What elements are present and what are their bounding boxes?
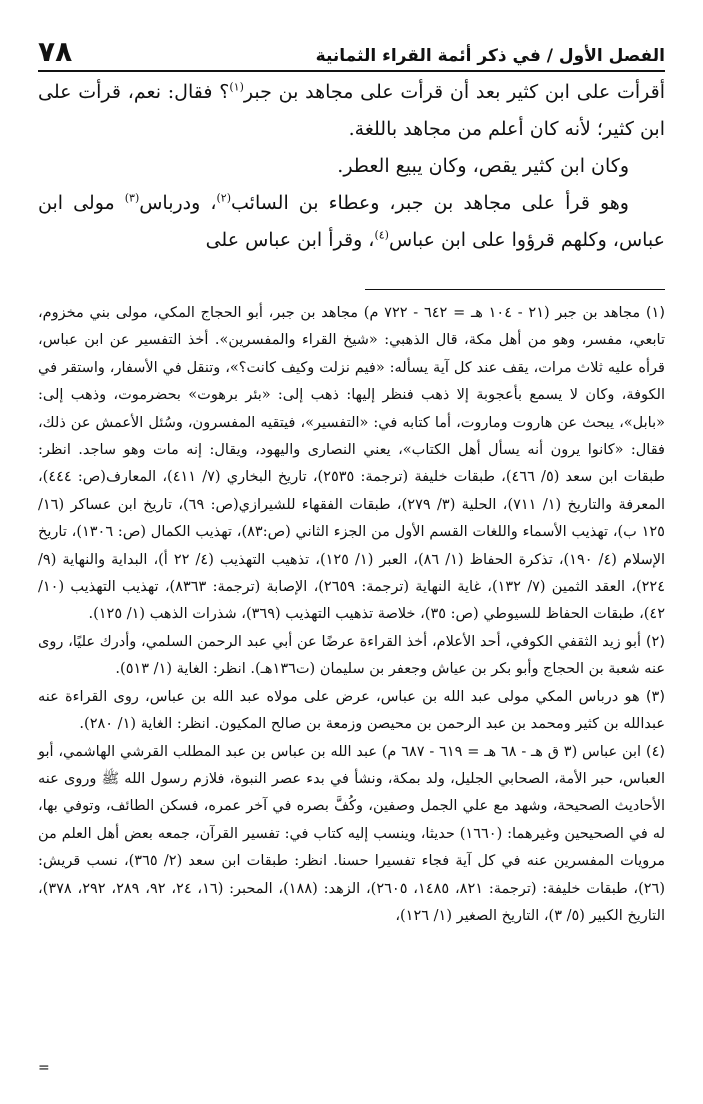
footnote-ref-1: (١)	[229, 80, 244, 94]
paragraph-2: وكان ابن كثير يقص، وكان يبيع العطر.	[337, 155, 629, 177]
footnote-ref-2: (٢)	[216, 191, 231, 205]
paragraph-1	[38, 74, 665, 148]
footnote-ref-4: (٤)	[374, 228, 389, 242]
running-title: الفصل الأول / في ذكر أئمة القراء الثمانية	[315, 46, 665, 66]
footnote-1-label: (١)	[645, 305, 665, 321]
footnote-3-label: (٣)	[645, 688, 665, 705]
paragraph-3-part-b: ، ودرباس	[139, 192, 217, 214]
footnote-2	[38, 629, 665, 684]
continuation-mark: =	[38, 1060, 50, 1076]
footnote-2-label: (٢)	[645, 633, 665, 650]
footnotes	[38, 300, 665, 930]
page-number: ٧٨	[38, 35, 73, 68]
page-header	[38, 32, 665, 72]
footnote-ref-3: (٣)	[124, 191, 140, 205]
main-text	[38, 74, 665, 259]
footnote-4-text: ابن عباس (٣ ق هـ - ٦٨ هـ = ٦١٩ - ٦٨٧ م) عبد الله بن عباس بن عبد المطلب القرشي الهاشمي، أبو العباس، حبر الأمة، الصحابي الجليل، ولد بمكة، ونشأ في بدء عصر النبوة، فلازم رسول الله ﷺ وروى عنه الأحاديث الصحيحة، وشهد مع علي الجمل وصفين، وكُفَّ بصره في آخر عمره، فسكن الطائف، وتوفي بها، له في الصحيحين وغيرهما: (١٦٦٠) حديثا، وينسب إليه كتاب في: تفسير القرآن، جمعه بعض أهل العلم من مرويات المفسرين عنه في كل آية فجاء تفسيرا حسنا. انظر: طبقات ابن سعد (٢/ ٣٦٥)، نسب قريش: (٢٦)، طبقات خليفة: (ترجمة: ٨٢١، ١٤٨٥، ٢٦٠٥)، الزهد: (١٨٨)، المحبر: (١٦، ٢٤، ٩٢، ٢٨٩، ٢٩٢، ٣٧٨)، التاريخ الكبير (٥/ ٣)، التاريخ الصغير (١/ ١٢٦)،	[38, 743, 666, 924]
paragraph-3-part-a: وهو قرأ على مجاهد بن جبر، وعطاء بن السائب	[231, 192, 629, 214]
paragraph-1-part-a: أقرأت على ابن كثير بعد أن قرأت على مجاهد بن جبر	[243, 81, 666, 103]
footnote-1-text: مجاهد بن جبر (٢١ - ١٠٤ هـ = ٦٤٢ - ٧٢٢ م) مجاهد بن جبر، أبو الحجاج المكي، مولى بني مخزوم، تابعي، مفسر، وهو من أهل مكة، قال الذهبي: «شيخ القراء والمفسرين». أخذ التفسير عن ابن عباس، قرأه عليه ثلاث مرات، يقف عند كل آية يسأله: «فيم نزلت وكيف كانت؟»، وتنقل في الأسفار، واستقر في الكوفة، وكان لا يسمع بأعجوبة إلا ذهب فنظر إليها: ذهب إلى: «بئر برهوت» بحضرموت، وذهب إلى: «بابل»، يبحث عن هاروت وماروت، أما كتابه في: «التفسير»، فيتقيه المفسرون، وسُئل الأعمش عن ذلك، فقال: «كانوا يرون أنه يسأل أهل الكتاب»، يعني النصارى واليهود، ويقال: إنه مات وهو ساجد. انظر: طبقات ابن سعد (٥/ ٤٦٦)، طبقات خليفة (ترجمة: ٢٥٣٥)، تاريخ البخاري (٧/ ٤١١)، المعارف(ص: ٤٤٤)، المعرفة والتاريخ (١/ ٧١١)، الحلية (٣/ ٢٧٩)، طبقات الفقهاء للشيرازي(ص: ٦٩)، تاريخ ابن عساكر (١٦/ ١٢٥ ب)، تهذيب الأسماء واللغات القسم الأول من الجزء الثاني (ص:٨٣)، تهذيب الكمال (ص: ١٣٠٦)، تاريخ الإسلام (٤/ ١٩٠)، تذكرة الحفاظ (١/ ٨٦)، العبر (١/ ١٢٥)، تذهيب التهذيب (٤/ ٢٢ أ)، البداية والنهاية (٩/ ٢٢٤)، العقد الثمين (٧/ ١٣٢)، غاية النهاية (ترجمة: ٢٦٥٩)، الإصابة (ترجمة: ٨٣٦٣)، تهذيب التهذيب (١٠/ ٤٢)، طبقات الحفاظ للسيوطي (ص: ٣٥)، خلاصة تذهيب التهذيب (٣٦٩)، شذرات الذهب (١/ ١٢٥).	[38, 305, 666, 623]
footnote-3	[38, 684, 665, 739]
footnote-2-text: أبو زيد الثقفي الكوفي، أحد الأعلام، أخذ القراءة عرضًا عن أبي عبد الرحمن السلمي، وأدرك عليًا، روى عنه شعبة بن الحجاج وأبو بكر بن عياش وجعفر بن سليمان (ت١٣٦هـ). انظر: الغاية (١/ ٥١٣).	[38, 633, 665, 678]
paragraph-3-part-c: مولى ابن عباس، وكلهم قرؤوا على ابن عباس	[38, 192, 665, 251]
footnote-separator	[365, 289, 665, 290]
footnote-1	[38, 300, 665, 629]
paragraph-3-part-d: ، وقرأ ابن عباس على	[205, 229, 375, 251]
paragraph-3	[38, 185, 665, 259]
footnote-4	[38, 739, 665, 931]
footnote-3-text: هو درباس المكي مولى عبد الله بن عباس، عرض على مولاه عبد الله بن عباس، روى القراءة عنه عبدالله بن كثير ومحمد بن عبد الرحمن بن محيصن وزمعة بن صالح المكيون. انظر: الغاية (١/ ٢٨٠).	[38, 688, 665, 733]
footnote-4-label: (٤)	[645, 743, 666, 760]
paragraph-1-part-b: ؟ فقال: نعم، قرأت على ابن كثير؛ لأنه كان أعلم من مجاهد باللغة.	[38, 81, 665, 140]
